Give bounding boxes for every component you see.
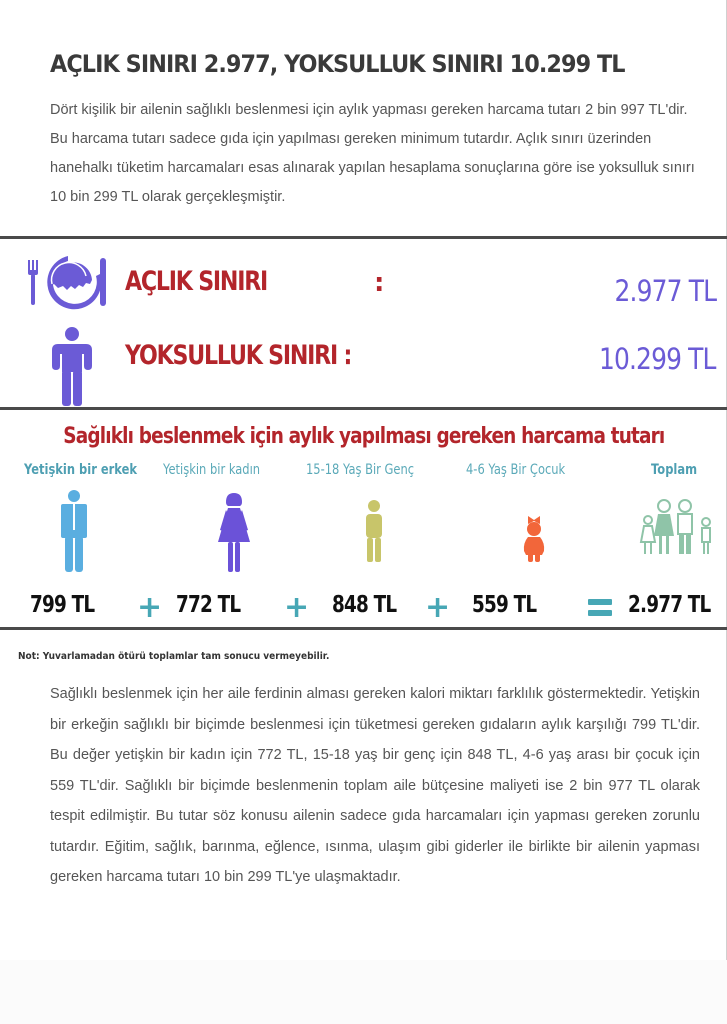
- divider: [0, 407, 727, 410]
- hunger-line-value: 2.977 TL: [614, 274, 716, 308]
- plus-icon: +: [137, 590, 163, 625]
- divider: [0, 236, 727, 239]
- amount-woman: 772 TL: [176, 592, 241, 618]
- poverty-line-value: 10.299 TL: [599, 342, 716, 376]
- plus-icon: +: [425, 590, 451, 625]
- member-label-teen: 15-18 Yaş Bir Genç: [306, 462, 415, 478]
- breakdown-title: Sağlıklı beslenmek için aylık yapılması gereken harcama tutarı: [62, 424, 665, 449]
- footnote: Not: Yuvarlamadan ötürü toplamlar tam sonucu vermeyebilir.: [18, 651, 330, 662]
- poverty-line-label: YOKSULLUK SINIRI :: [125, 340, 352, 371]
- amount-total: 2.977 TL: [628, 592, 711, 618]
- teen-icon: [365, 500, 383, 562]
- intro-paragraph: Dört kişilik bir ailenin sağlıklı beslenmesi için aylık yapması gereken harcama tutarı 2 bin 997 TL'dir. Bu harcama tutarı sadece gıda için yapılması gereken minimum tutardır. Açlık sınırı üzerinden hanehalkı tüketim harcamaları esas alınarak yapılan hesaplama sonuçlarına göre ise yoksulluk sınırı 10 bin 299 TL olarak gerçekleşmiştir.: [50, 102, 695, 205]
- equals-icon: [588, 599, 612, 617]
- woman-icon: [216, 492, 252, 574]
- member-label-child: 4-6 Yaş Bir Çocuk: [466, 462, 566, 478]
- hunger-line-label: AÇLIK SINIRI: [125, 266, 268, 297]
- plus-icon: +: [284, 590, 310, 625]
- family-icon: [639, 496, 715, 556]
- hunger-line-colon: :: [374, 268, 385, 298]
- amount-teen: 848 TL: [332, 592, 397, 618]
- total-label: Toplam: [651, 462, 698, 478]
- member-label-woman: Yetişkin bir kadın: [163, 462, 261, 478]
- amount-child: 559 TL: [472, 592, 537, 618]
- divider: [0, 627, 727, 630]
- body-paragraph: Sağlıklı beslenmek için her aile ferdinin alması gereken kalori miktarı farklılık göstermektedir. Yetişkin bir erkeğin sağlıklı bir biçimde beslenmesi için tüketmesi gereken gıdaların aylık karşılığı 799 TL'dir. Bu değer yetişkin bir kadın için 772 TL, 15-18 yaş bir genç için 848 TL, 4-6 yaş arası bir çocuk için 559 TL'dir. Sağlıklı bir biçimde beslenmenin toplam aile bütçesine maliyeti ise 2 bin 977 TL olarak tespit edilmiştir. Bu tutar söz konusu ailenin sadece gıda harcamaları için yapması gereken zorunlu tutardır. Eğitim, sağlık, barınma, eğlence, ısınma, ulaşım gibi giderler ile birlikte bir ailenin yapması gereken harcama tutarı 10 bin 299 TL'ye ulaşmaktadır.: [50, 686, 700, 885]
- amount-man: 799 TL: [30, 592, 95, 618]
- plate-fork-knife-icon: [26, 254, 110, 310]
- child-icon: [522, 515, 546, 563]
- member-label-man: Yetişkin bir erkek: [24, 462, 138, 478]
- page-title: AÇLIK SINIRI 2.977, YOKSULLUK SINIRI 10.299 TL: [50, 50, 625, 78]
- man-icon: [59, 490, 89, 572]
- empty-pockets-person-icon: [48, 326, 96, 408]
